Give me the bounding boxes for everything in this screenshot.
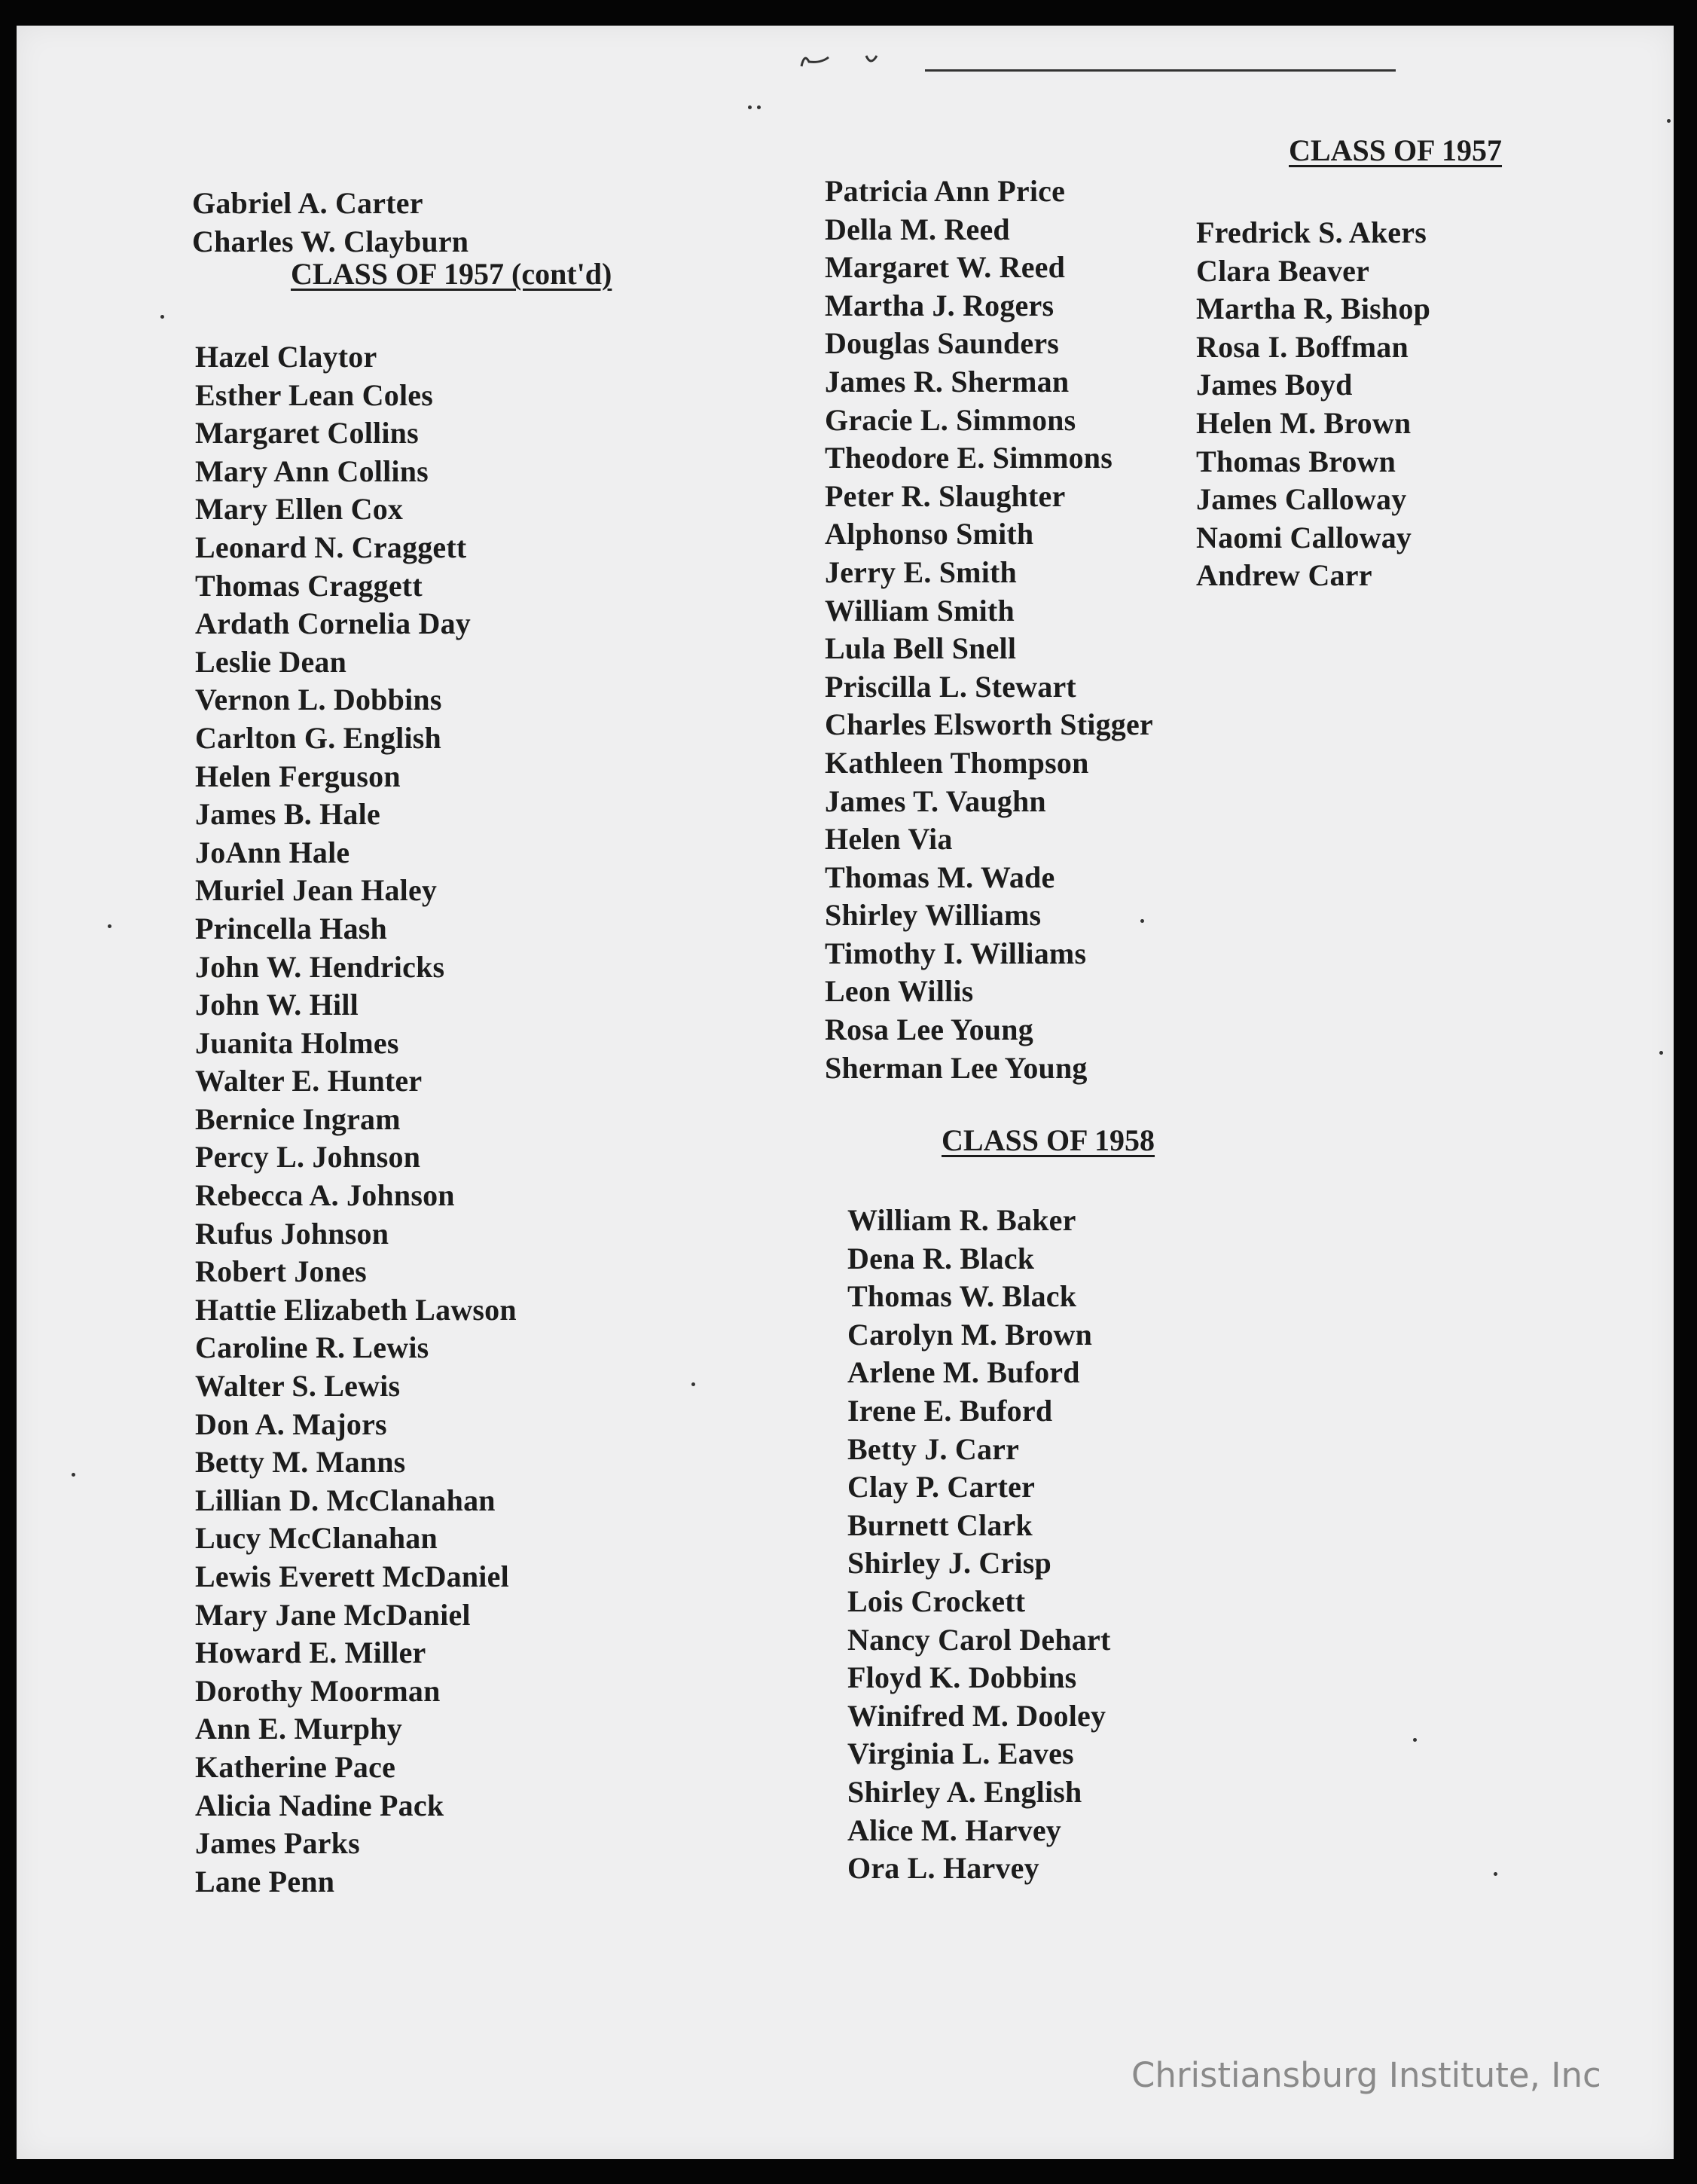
student-name: James Parks: [195, 1826, 360, 1861]
student-name: Rufus Johnson: [195, 1216, 389, 1251]
student-name: Betty J. Carr: [847, 1431, 1020, 1466]
student-name: Lucy McClanahan: [195, 1521, 438, 1556]
speck: [108, 924, 111, 928]
student-name: Katherine Pace: [195, 1749, 396, 1784]
student-name: Dorothy Moorman: [195, 1673, 441, 1708]
student-name: Della M. Reed: [825, 212, 1010, 246]
student-name: Patricia Ann Price: [825, 174, 1066, 208]
student-name: Andrew Carr: [1196, 558, 1372, 593]
middle-column-names: [825, 173, 1153, 1087]
student-name: Thomas Brown: [1196, 444, 1396, 478]
student-name: Dena R. Black: [847, 1241, 1035, 1275]
student-name: Lillian D. McClanahan: [195, 1483, 496, 1517]
student-name: Betty M. Manns: [195, 1445, 406, 1480]
speck: [72, 1473, 75, 1477]
student-name: Gabriel A. Carter: [192, 186, 423, 220]
student-name: Timothy I. Williams: [825, 936, 1087, 970]
student-name: Burnett Clark: [847, 1507, 1033, 1542]
student-name: Kathleen Thompson: [825, 745, 1089, 780]
student-name: Leonard N. Craggett: [195, 530, 467, 564]
student-name: Lewis Everett McDaniel: [195, 1559, 509, 1593]
student-name: James R. Sherman: [825, 364, 1070, 399]
student-name: Mary Ann Collins: [195, 454, 429, 488]
right-column-names: [1196, 214, 1430, 595]
student-name: Mary Ellen Cox: [195, 492, 404, 527]
student-name: Theodore E. Simmons: [825, 441, 1113, 475]
student-name: Robert Jones: [195, 1254, 367, 1289]
left-column-names: [195, 338, 517, 1901]
student-name: Carlton G. English: [195, 720, 441, 755]
student-name: Ora L. Harvey: [847, 1851, 1039, 1886]
student-name: Rebecca A. Johnson: [195, 1178, 455, 1213]
student-name: Princella Hash: [195, 911, 388, 945]
student-name: Walter E. Hunter: [195, 1064, 423, 1098]
speck: [691, 1382, 695, 1386]
student-name: Percy L. Johnson: [195, 1140, 421, 1174]
student-name: Hazel Claytor: [195, 340, 377, 374]
student-name: Martha J. Rogers: [825, 288, 1055, 322]
speck: [1413, 1738, 1417, 1742]
student-name: Douglas Saunders: [825, 326, 1060, 361]
student-name: James Boyd: [1196, 368, 1353, 402]
student-name: Leslie Dean: [195, 644, 347, 679]
student-name: Alicia Nadine Pack: [195, 1788, 444, 1822]
student-name: Caroline R. Lewis: [195, 1330, 429, 1365]
student-name: Alice M. Harvey: [847, 1813, 1061, 1847]
student-name: Bernice Ingram: [195, 1101, 401, 1136]
student-name: Leon Willis: [825, 974, 974, 1009]
student-name: Virginia L. Eaves: [847, 1737, 1074, 1771]
student-name: Irene E. Buford: [847, 1393, 1053, 1428]
student-name: Ardath Cornelia Day: [195, 606, 472, 641]
speck: [757, 105, 761, 109]
student-name: Thomas M. Wade: [825, 860, 1055, 894]
student-name: Thomas Craggett: [195, 568, 423, 603]
heading-class-1957: CLASS OF 1957: [1289, 133, 1503, 167]
student-name: Mary Jane McDaniel: [195, 1597, 471, 1632]
student-name: Charles Elsworth Stigger: [825, 707, 1153, 742]
student-name: Alphonso Smith: [825, 517, 1034, 551]
student-name: Martha R, Bishop: [1196, 292, 1431, 326]
student-name: Winifred M. Dooley: [847, 1698, 1106, 1733]
student-name: Priscilla L. Stewart: [825, 669, 1076, 704]
student-name: Juanita Holmes: [195, 1025, 399, 1060]
student-name: Margaret Collins: [195, 416, 419, 451]
student-name: Margaret W. Reed: [825, 250, 1066, 285]
speck: [1659, 1051, 1663, 1055]
speck: [1140, 919, 1144, 923]
student-name: John W. Hill: [195, 988, 359, 1022]
speck: [1494, 1872, 1497, 1876]
student-name: Clay P. Carter: [847, 1470, 1036, 1504]
student-name: Nancy Carol Dehart: [847, 1622, 1111, 1657]
student-name: Shirley J. Crisp: [847, 1546, 1051, 1581]
student-name: JoAnn Hale: [195, 835, 350, 869]
student-name: Helen M. Brown: [1196, 405, 1412, 440]
student-name: Jerry E. Smith: [825, 554, 1017, 589]
student-name: Fredrick S. Akers: [1196, 215, 1427, 249]
student-name: Sherman Lee Young: [825, 1050, 1088, 1085]
header-rule: [925, 69, 1396, 72]
student-name: Howard E. Miller: [195, 1636, 426, 1670]
student-name: Lois Crockett: [847, 1584, 1026, 1618]
student-name: Carolyn M. Brown: [847, 1317, 1093, 1352]
student-name: Don A. Majors: [195, 1407, 387, 1441]
student-name: Shirley A. English: [847, 1774, 1082, 1809]
student-name: Thomas W. Black: [847, 1279, 1077, 1314]
student-name: Lane Penn: [195, 1864, 335, 1898]
student-name: Charles W. Clayburn: [192, 224, 469, 258]
student-name: Peter R. Slaughter: [825, 478, 1066, 513]
student-name: Helen Ferguson: [195, 759, 401, 793]
student-name: Floyd K. Dobbins: [847, 1660, 1077, 1695]
student-name: Gracie L. Simmons: [825, 402, 1076, 437]
student-name: Muriel Jean Haley: [195, 873, 438, 908]
student-name: Walter S. Lewis: [195, 1369, 401, 1404]
student-name: Vernon L. Dobbins: [195, 683, 442, 717]
heading-class-1957-contd: CLASS OF 1957 (cont'd): [291, 257, 612, 291]
student-name: Helen Via: [825, 822, 953, 857]
student-name: Esther Lean Coles: [195, 377, 433, 412]
class-1958-names: [847, 1202, 1110, 1888]
student-name: William R. Baker: [847, 1203, 1076, 1237]
student-name: William Smith: [825, 593, 1015, 628]
student-name: Shirley Williams: [825, 898, 1042, 933]
student-name: John W. Hendricks: [195, 949, 445, 984]
student-name: Rosa I. Boffman: [1196, 329, 1409, 364]
handwritten-mark: [798, 45, 904, 75]
heading-class-1958: CLASS OF 1958: [942, 1123, 1155, 1157]
student-name: Ann E. Murphy: [195, 1712, 402, 1746]
speck: [748, 105, 752, 109]
speck: [160, 315, 164, 319]
student-name: James T. Vaughn: [825, 783, 1046, 818]
student-name: James B. Hale: [195, 797, 380, 832]
speck: [1667, 119, 1671, 123]
student-name: Hattie Elizabeth Lawson: [195, 1292, 517, 1327]
student-name: James Calloway: [1196, 482, 1407, 517]
left-top-names: [192, 185, 469, 261]
student-name: Rosa Lee Young: [825, 1013, 1033, 1047]
student-name: Lula Bell Snell: [825, 631, 1017, 666]
watermark: Christiansburg Institute, Inc: [1131, 2055, 1601, 2095]
student-name: Arlene M. Buford: [847, 1355, 1080, 1390]
student-name: Clara Beaver: [1196, 253, 1370, 288]
student-name: Naomi Calloway: [1196, 520, 1412, 554]
